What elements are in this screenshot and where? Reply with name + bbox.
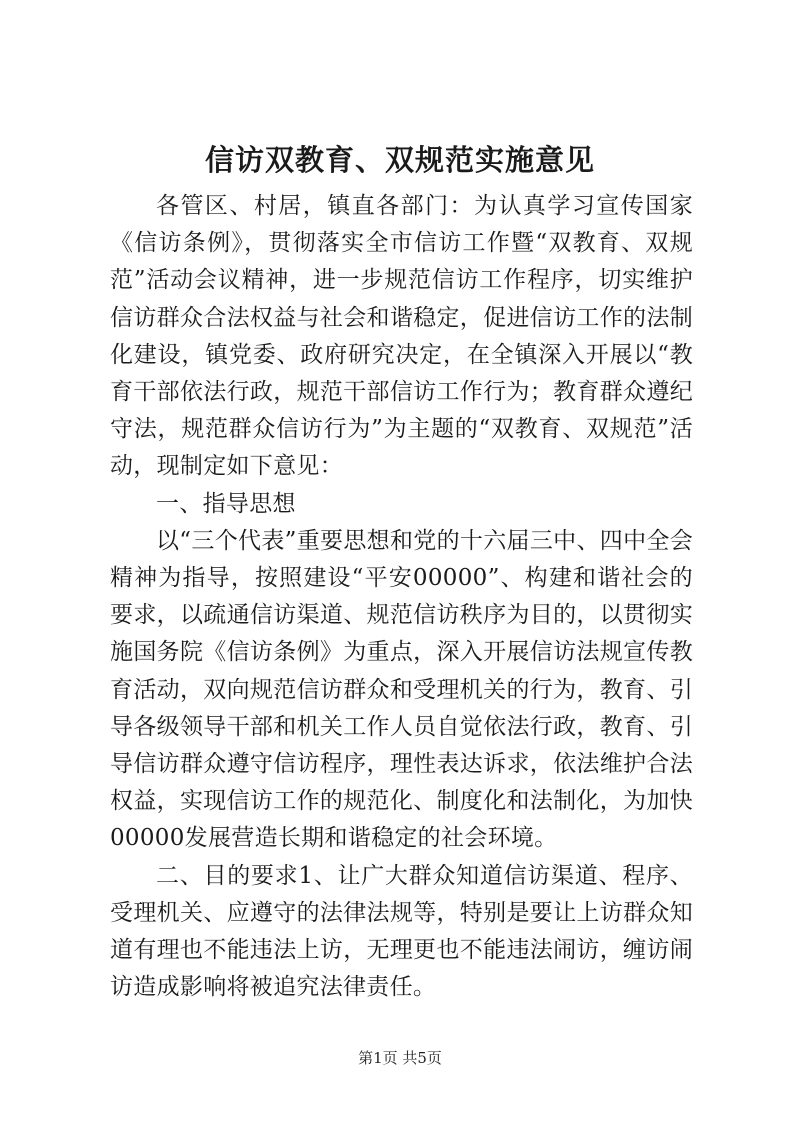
section-heading-guiding-thought: 一、指导思想 — [156, 490, 296, 517]
paragraph-guiding-thought: 以“三个代表”重要思想和党的十六届三中、四中全会精神为指导，按照建设“平安00000”、构建和谐社会的要求，以疏通信访渠道、规范信访秩序为目的，以贯彻实施国务院《信访条例》为重点，深入开展信访法规宣传教育活动，双向规范信访群众和受理机关的行为，教育、引导各级领导干部和机关工作人员自觉依法行政，教育、引导信访群众遵守信访程序，理性表达诉求，依法维护合法权益，实现信访工作的规范化、制度化和法制化，为加快00000发展营造长期和谐稳定的社会环境。 — [110, 527, 693, 852]
document-body — [110, 188, 693, 1006]
paragraph-objectives: 二、目的要求1、让广大群众知道信访渠道、程序、受理机关、应遵守的法律法规等，特别是要让上访群众知道有理也不能违法上访，无理更也不能违法闹访，缠访闹访造成影响将被追究法律责任。 — [110, 862, 693, 1001]
paragraph-intro: 各管区、村居，镇直各部门：为认真学习宣传国家《信访条例》，贯彻落实全市信访工作暨“双教育、双规范”活动会议精神，进一步规范信访工作程序，切实维护信访群众合法权益与社会和谐稳定，促进信访工作的法制化建设，镇党委、政府研究决定，在全镇深入开展以“教育干部依法行政，规范干部信访工作行为；教育群众遵纪守法，规范群众信访行为”为主题的“双教育、双规范”活动，现制定如下意见： — [110, 193, 693, 480]
page-footer: 第1页 共5页 — [358, 1049, 442, 1067]
document-title: 信访双教育、双规范实施意见 — [204, 143, 595, 177]
